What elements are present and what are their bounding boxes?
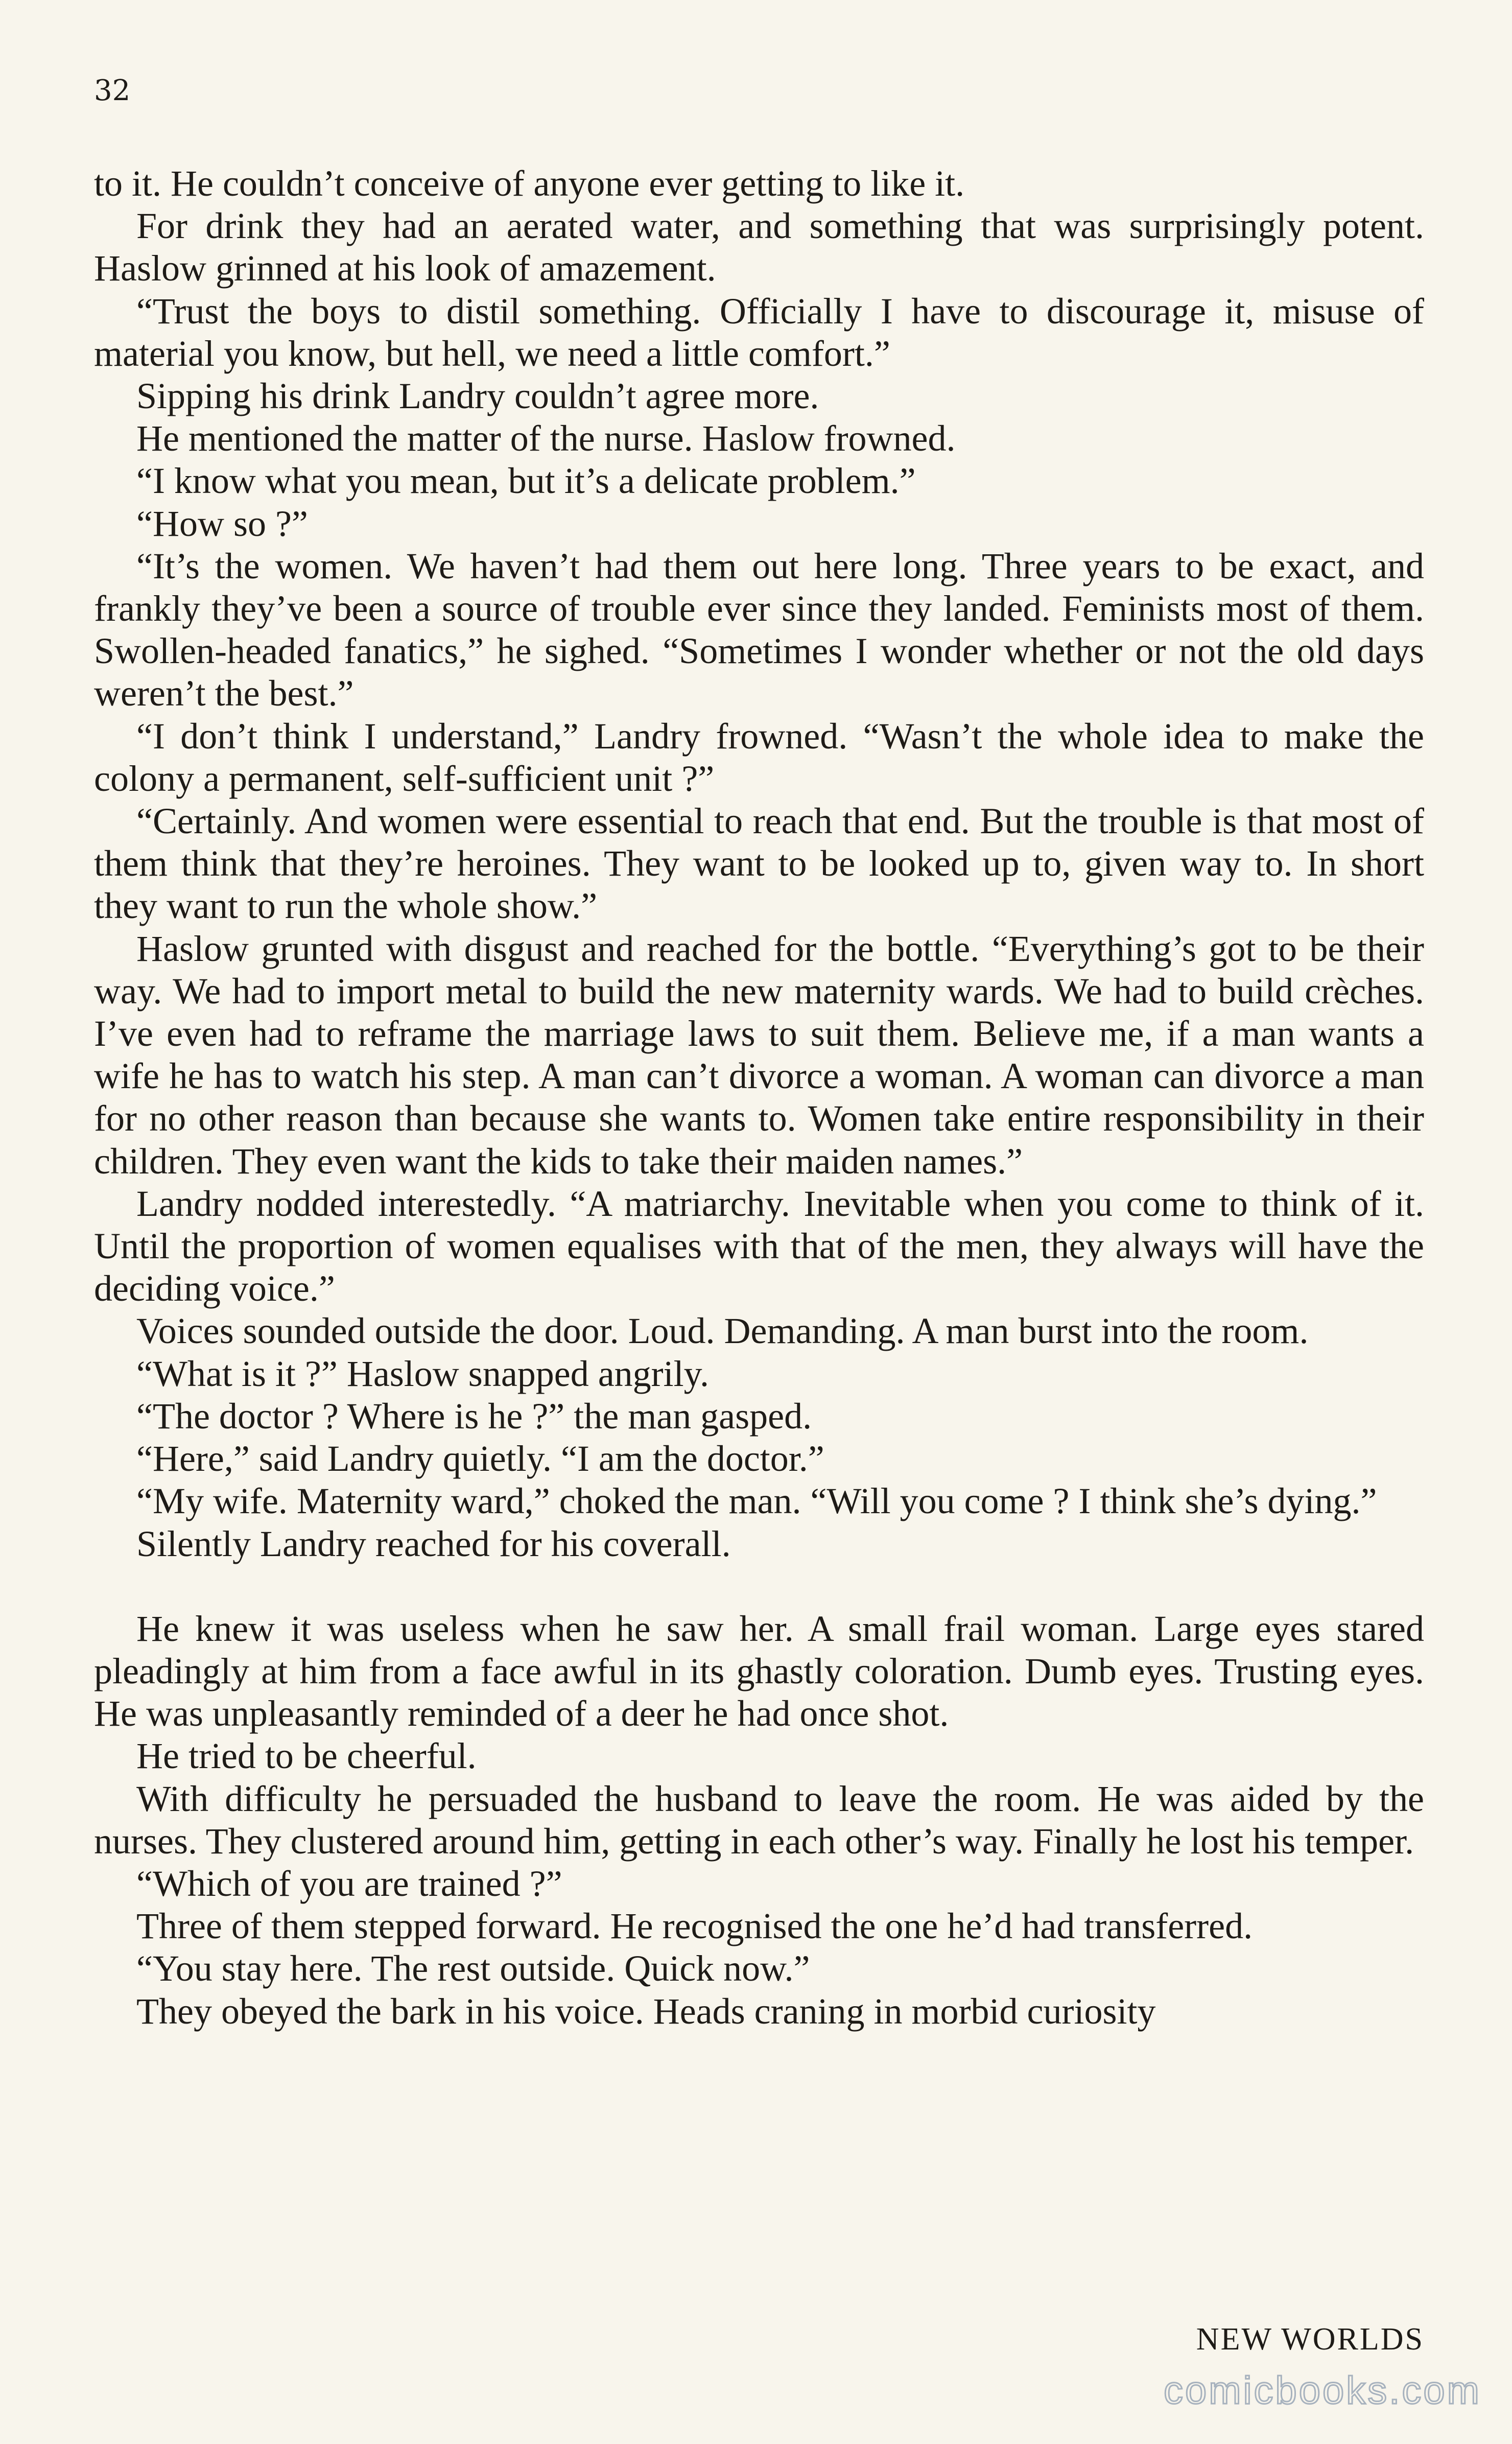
paragraph: For drink they had an aerated water, and something that was surprisingly potent. Haslow grinned at his look of amazement. (94, 205, 1424, 289)
paragraph: “My wife. Maternity ward,” choked the man. “Will you come ? I think she’s dying.” (136, 1481, 1377, 1522)
paragraph: “Which of you are trained ?” (136, 1863, 562, 1904)
story-text (94, 162, 1424, 2033)
paragraph: He tried to be cheerful. (136, 1735, 477, 1777)
paragraph: “Here,” said Landry quietly. “I am the doctor.” (136, 1438, 824, 1479)
paragraph: Sipping his drink Landry couldn’t agree more. (136, 375, 819, 417)
paragraph: “The doctor ? Where is he ?” the man gasped. (136, 1395, 812, 1437)
paragraph: “It’s the women. We haven’t had them out here long. Three years to be exact, and frankly they’ve been a source of trouble ever since they landed. Feminists most of them. Swollen-headed fanatics,” he sighed. “Sometimes I wonder whether or not the old days weren’t the best.” (94, 545, 1424, 714)
paragraph: “You stay here. The rest outside. Quick now.” (136, 1948, 810, 1989)
paragraph: to it. He couldn’t conceive of anyone ever getting to like it. (94, 163, 965, 204)
paragraph: He knew it was useless when he saw her. A small frail woman. Large eyes stared pleadingly at him from a face awful in its ghastly coloration. Dumb eyes. Trusting eyes. He was unpleasantly reminded of a deer he had once shot. (94, 1608, 1424, 1734)
paragraph: “I know what you mean, but it’s a delicate problem.” (136, 460, 916, 502)
paragraph: He mentioned the matter of the nurse. Haslow frowned. (136, 418, 956, 459)
paragraph: Landry nodded interestedly. “A matriarchy. Inevitable when you come to think of it. Until the proportion of women equalises with that of the men, they always will have the deciding voice.” (94, 1183, 1424, 1309)
magazine-footer: NEW WORLDS (1196, 2322, 1424, 2357)
paragraph: With difficulty he persuaded the husband to leave the room. He was aided by the nurses. They clustered around him, getting in each other’s way. Finally he lost his temper. (94, 1778, 1424, 1862)
watermark: comicbooks.com (1164, 2369, 1481, 2412)
paragraph: “Certainly. And women were essential to reach that end. But the trouble is that most of them think that they’re heroines. They want to be looked up to, given way to. In short they want to run the whole show.” (94, 801, 1424, 927)
paragraph: “How so ?” (136, 503, 308, 544)
paragraph: “Trust the boys to distil something. Officially I have to discourage it, misuse of material you know, but hell, we need a little comfort.” (94, 290, 1424, 374)
paragraph: Voices sounded outside the door. Loud. Demanding. A man burst into the room. (136, 1310, 1309, 1352)
paragraph: Three of them stepped forward. He recognised the one he’d had transferred. (136, 1906, 1253, 1947)
paragraph: Silently Landry reached for his coverall. (136, 1523, 731, 1564)
paragraph: Haslow grunted with disgust and reached for the bottle. “Everything’s got to be their way. We had to import metal to build the new maternity wards. We had to build crèches. I’ve even had to reframe the marriage laws to suit them. Believe me, if a man wants a wife he has to watch his step. A man can’t divorce a woman. A woman can divorce a man for no other reason than because she wants to. Women take entire responsibility in their children. They even want the kids to take their maiden names.” (94, 928, 1424, 1182)
paragraph: They obeyed the bark in his voice. Heads craning in morbid curiosity (136, 1990, 1156, 2032)
page-number: 32 (94, 74, 131, 107)
paragraph: “What is it ?” Haslow snapped angrily. (136, 1353, 709, 1394)
paragraph: “I don’t think I understand,” Landry frowned. “Wasn’t the whole idea to make the colony a permanent, self-sufficient unit ?” (94, 715, 1424, 799)
